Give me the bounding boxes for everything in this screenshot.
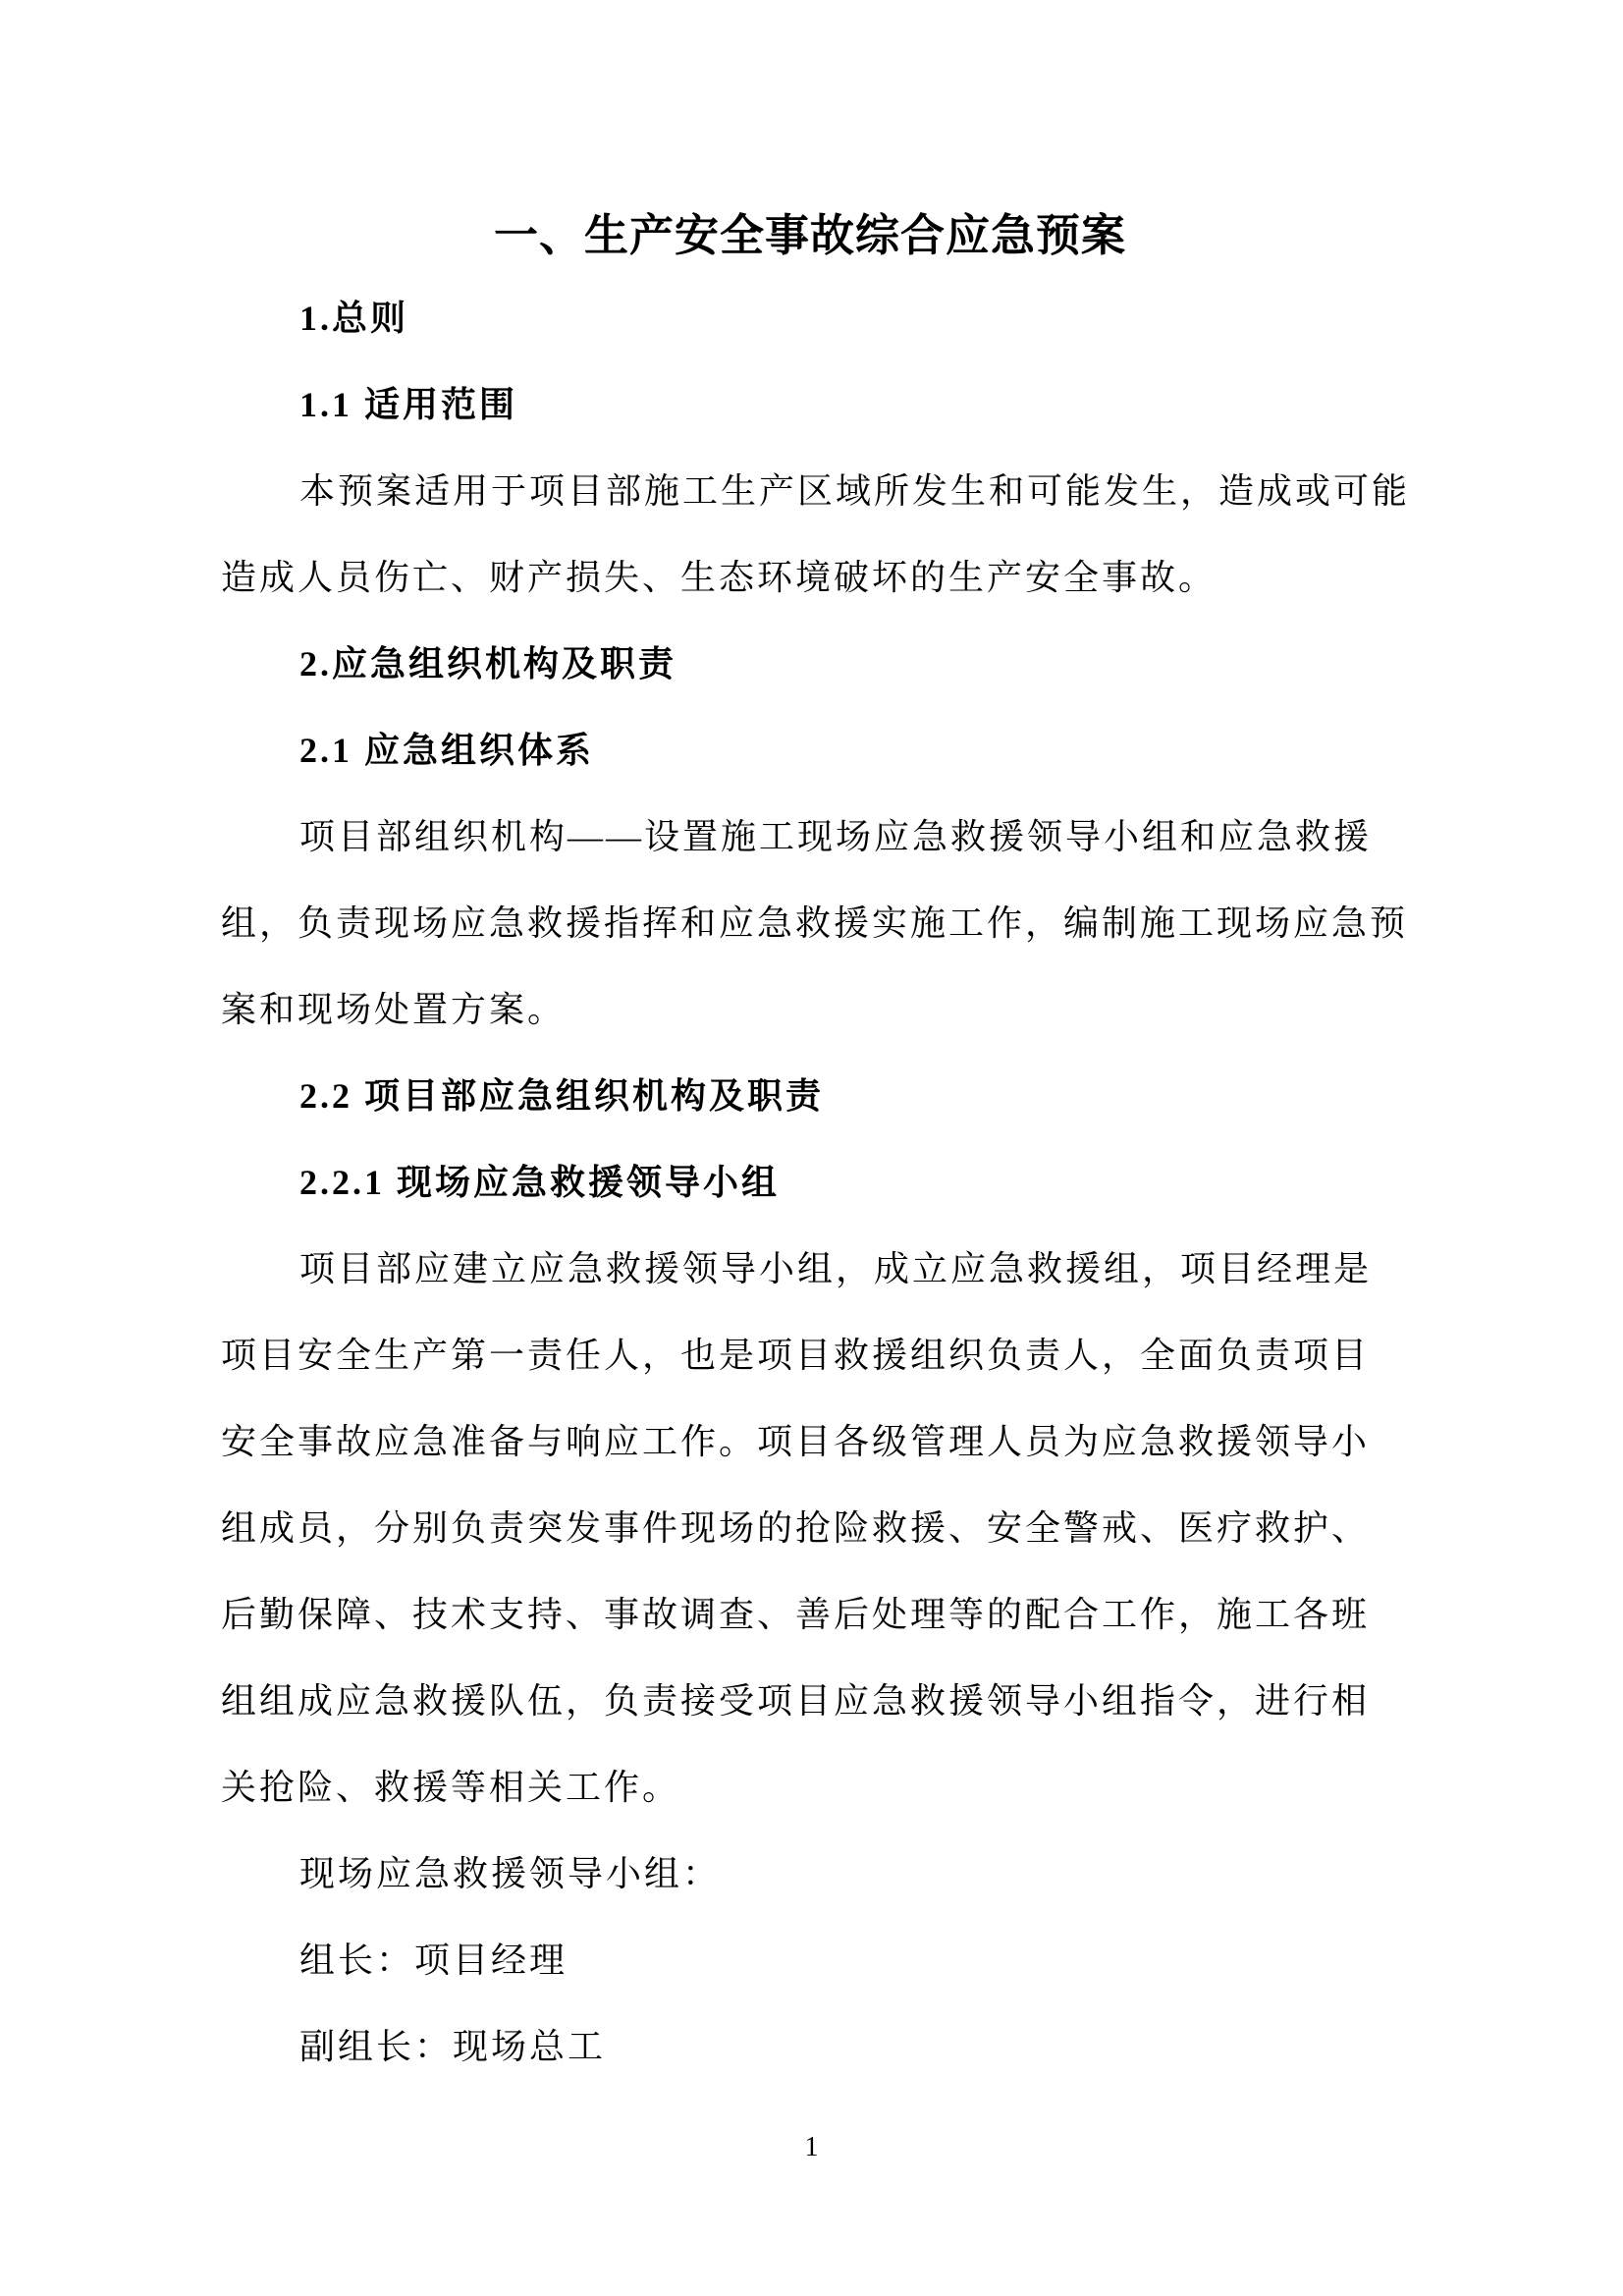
line-deputy-leader: 副组长：现场总工 — [299, 2027, 607, 2066]
heading-1-general: 1.总则 — [299, 299, 409, 338]
para-leadgroup-line-6: 组组成应急救援队伍，负责接受项目应急救援领导小组指令，进行相 — [221, 1681, 1371, 1721]
line-leadgroup-label: 现场应急救援领导小组： — [299, 1854, 722, 1893]
line-group-leader: 组长：项目经理 — [299, 1941, 568, 1980]
heading-2-2-duties: 2.2 项目部应急组织机构及职责 — [299, 1076, 825, 1116]
para-scope-line-2: 造成人员伤亡、财产损失、生态环境破坏的生产安全事故。 — [221, 558, 1217, 597]
para-leadgroup-line-5: 后勤保障、技术支持、事故调查、善后处理等的配合工作，施工各班 — [221, 1595, 1371, 1634]
heading-2-org: 2.应急组织机构及职责 — [299, 644, 677, 683]
document-title: 一、生产安全事故综合应急预案 — [493, 211, 1126, 260]
para-leadgroup-line-1: 项目部应建立应急救援领导小组，成立应急救援组，项目经理是 — [299, 1249, 1373, 1288]
heading-2-2-1-leadgroup: 2.2.1 现场应急救援领导小组 — [299, 1163, 781, 1202]
para-org-line-3: 案和现场处置方案。 — [221, 990, 567, 1029]
para-leadgroup-line-4: 组成员，分别负责突发事件现场的抢险救援、安全警戒、医疗救护、 — [221, 1508, 1371, 1548]
para-leadgroup-line-7: 关抢险、救援等相关工作。 — [221, 1768, 681, 1807]
para-scope-line-1: 本预案适用于项目部施工生产区域所发生和可能发生，造成或可能 — [299, 471, 1411, 511]
page-number: 1 — [804, 2132, 819, 2162]
para-leadgroup-line-3: 安全事故应急准备与响应工作。项目各级管理人员为应急救援领导小 — [221, 1422, 1371, 1461]
para-org-line-1: 项目部组织机构——设置施工现场应急救援领导小组和应急救援 — [299, 817, 1373, 856]
heading-2-1-system: 2.1 应急组织体系 — [299, 731, 595, 770]
para-org-line-2: 组，负责现场应急救援指挥和应急救援实施工作，编制施工现场应急预 — [221, 903, 1409, 943]
heading-1-1-scope: 1.1 适用范围 — [299, 385, 518, 424]
para-leadgroup-line-2: 项目安全生产第一责任人，也是项目救援组织负责人，全面负责项目 — [221, 1336, 1371, 1375]
